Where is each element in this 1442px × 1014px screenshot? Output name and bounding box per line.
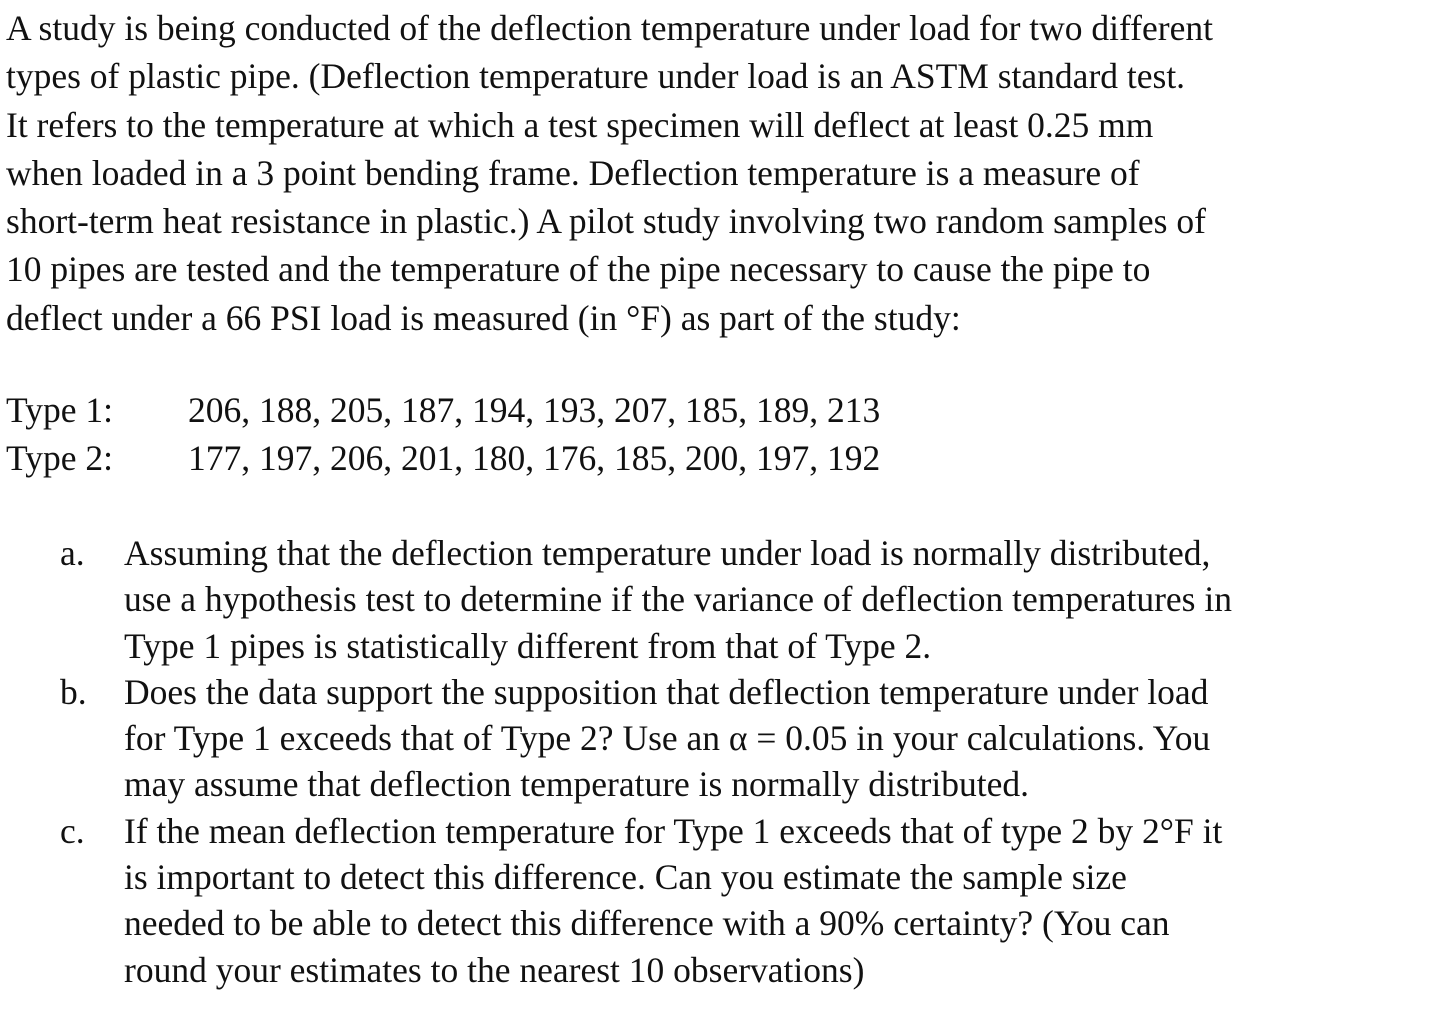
sample-data-table bbox=[6, 386, 880, 482]
question-line: is important to detect this difference. Can you estimate the sample size bbox=[124, 857, 1127, 898]
data-row-type-2 bbox=[6, 434, 880, 482]
question-list bbox=[60, 530, 1430, 993]
question-line: for Type 1 exceeds that of Type 2? Use an α = 0.05 in your calculations. You bbox=[124, 718, 1211, 759]
intro-line: short-term heat resistance in plastic.) A pilot study involving two random samples of bbox=[6, 201, 1206, 242]
intro-line: deflect under a 66 PSI load is measured (in °F) as part of the study: bbox=[6, 297, 961, 338]
intro-paragraph bbox=[6, 4, 1431, 342]
question-line: use a hypothesis test to determine if the variance of deflection temperatures in bbox=[124, 579, 1232, 620]
question-marker: a. bbox=[60, 533, 85, 573]
question-line: may assume that deflection temperature is normally distributed. bbox=[124, 764, 1029, 805]
intro-line: types of plastic pipe. (Deflection temperature under load is an ASTM standard test. bbox=[6, 56, 1186, 97]
question-c bbox=[60, 808, 1430, 993]
question-marker: c. bbox=[60, 810, 85, 851]
question-line: Assuming that the deflection temperature under load is normally distributed, bbox=[124, 533, 1211, 573]
question-line: If the mean deflection temperature for Type 1 exceeds that of type 2 by 2°F it bbox=[124, 810, 1223, 851]
question-line: Type 1 pipes is statistically different from that of Type 2. bbox=[124, 625, 932, 666]
question-line: Does the data support the supposition that deflection temperature under load bbox=[124, 671, 1209, 712]
question-line: needed to be able to detect this difference with a 90% certainty? (You can bbox=[124, 903, 1170, 944]
question-text bbox=[124, 669, 1430, 808]
intro-line: A study is being conducted of the deflection temperature under load for two different bbox=[6, 8, 1213, 48]
question-line: round your estimates to the nearest 10 observations) bbox=[124, 949, 865, 990]
data-row-label: Type 1: bbox=[6, 390, 113, 430]
question-text bbox=[124, 530, 1430, 669]
data-row-values: 177, 197, 206, 201, 180, 176, 185, 200, 197, 192 bbox=[188, 438, 881, 478]
intro-line: 10 pipes are tested and the temperature of the pipe necessary to cause the pipe to bbox=[6, 249, 1151, 290]
question-a bbox=[60, 530, 1430, 669]
question-b bbox=[60, 669, 1430, 808]
intro-line: when loaded in a 3 point bending frame. Deflection temperature is a measure of bbox=[6, 152, 1140, 193]
data-row-label: Type 2: bbox=[6, 438, 113, 478]
data-row-values: 206, 188, 205, 187, 194, 193, 207, 185, 189, 213 bbox=[188, 390, 881, 430]
question-text bbox=[124, 808, 1430, 993]
question-marker: b. bbox=[60, 671, 87, 712]
intro-line: It refers to the temperature at which a test specimen will deflect at least 0.25 mm bbox=[6, 104, 1154, 145]
data-row-type-1 bbox=[6, 386, 880, 434]
